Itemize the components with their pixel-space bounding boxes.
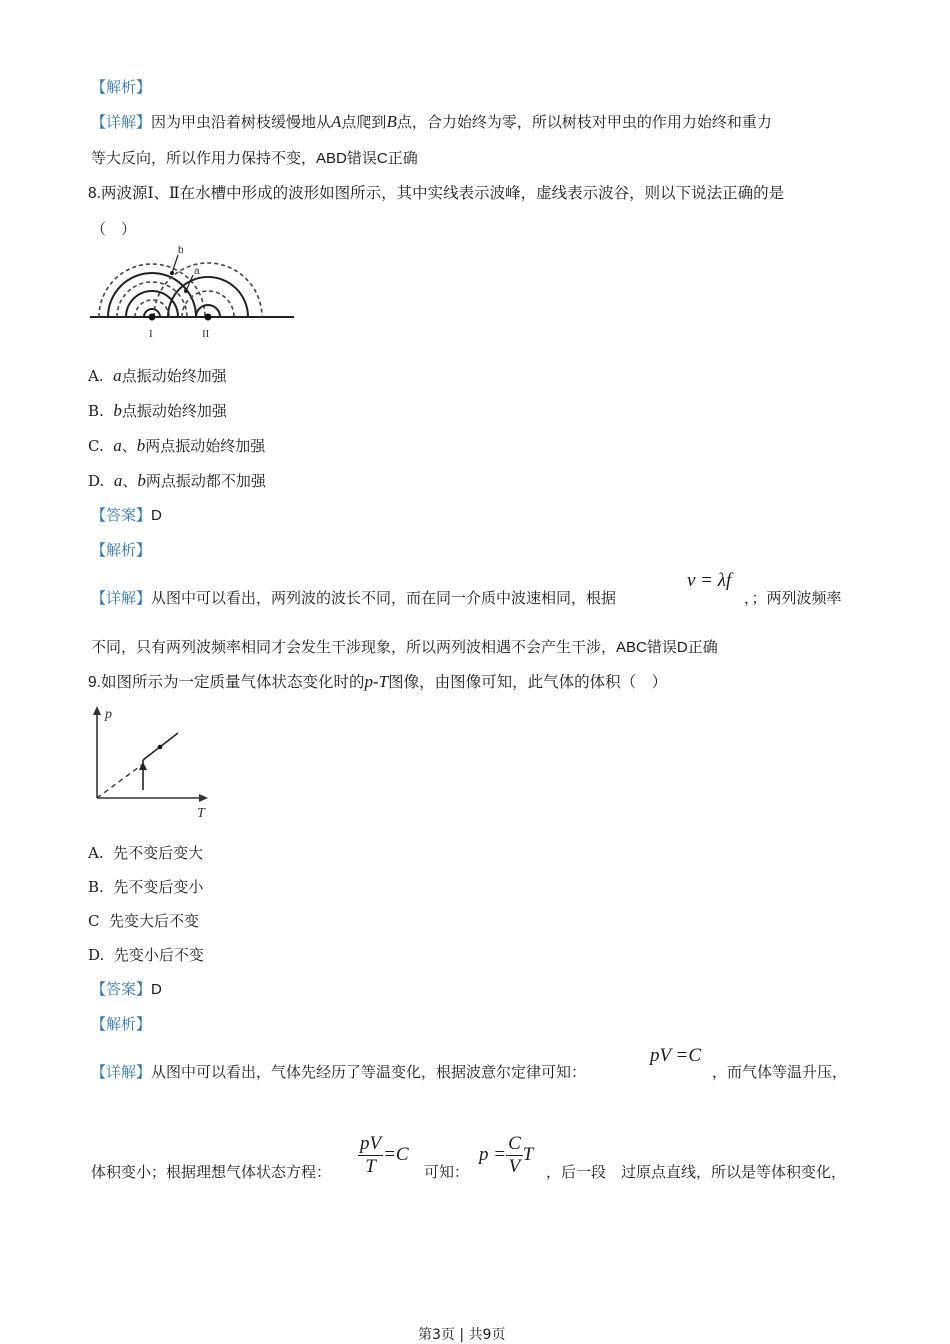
q8-detail-line2: 不同，只有两列波频率相同才会发生干涉现象，所以两列波相遇不会产生干涉，ABC错误D正确 [91,638,718,656]
axis-p-label: p [105,707,112,722]
q9-detail-line2-start: 体积变小；根据理想气体状态方程： [91,1163,332,1181]
q8-detail-line1: 【详解】从图中可以看出，两列波的波长不同，而在同一介质中波速相同，根据 [91,589,617,607]
q8-detail-line1-end: ，；两列波频率 [744,589,842,607]
q8-option-a: A. a点振动始终加强 [88,366,227,385]
answer-tag: 【答案】 [91,506,152,524]
q9-option-b: B. 先不变后变小 [88,878,204,896]
detail-tag: 【详解】 [91,1063,152,1081]
source-II-dot [205,314,212,321]
q9-detail-line2-end: ，后一段 过原点直线，所以是等体积变化， [546,1163,847,1181]
wave-interference-figure [88,238,298,343]
label-a: a [194,266,200,277]
label-I: I [149,328,153,340]
formula-ideal-gas: $\frac{pV}{T}$ =C [360,1133,409,1177]
q9-detail-line1: 【详解】从图中可以看出，气体先经历了等温变化，根据波意尔定律可知： [91,1063,587,1081]
q8-stem-line2: （ ） [91,220,137,238]
formula-p-CV-T: p = $\frac{C}{V}$ T [479,1133,534,1177]
q8-option-b: B. b点振动始终加强 [88,401,227,420]
q9-detail-line1-end: ，而气体等温升压， [712,1063,848,1081]
q7-detail-line2: 等大反向，所以作用力保持不变，ABD错误C正确 [91,149,418,167]
q9-option-c: C 先变大后不变 [88,912,200,930]
question-number: 9. [88,674,101,691]
q8-option-d: D. a、b两点振动都不加强 [88,471,266,490]
page-number: 3 [432,1327,441,1343]
source-I-dot [149,314,156,321]
q9-stem: 9.如图所示为一定质量气体状态变化时的p-T图像，由图像可知，此气体的体积（ ） [88,672,668,691]
label-II: II [202,328,210,340]
q9-option-d: D. 先变小后不变 [88,946,204,964]
q8-option-c: C. a、b两点振动始终加强 [88,436,266,455]
answer-tag: 【答案】 [91,980,152,998]
formula-pV-C: pV =C [650,1045,702,1066]
q8-stem-line1: 8.两波源Ⅰ、Ⅱ在水槽中形成的波形如图所示，其中实线表示波峰，虚线表示波谷，则以下说法正确的是 [88,184,785,202]
answer-value: D [151,981,162,998]
q9-answer [91,979,162,1000]
p-t-graph-figure [88,704,218,822]
question-number: 8. [88,185,101,202]
total-pages: 9 [482,1327,492,1343]
q8-answer [91,505,162,526]
page-footer: 第3页 | 共9页 [418,1327,506,1343]
jiexi-tag: 【解析】 [91,78,152,96]
axis-T-label: T [197,806,205,821]
jiexi-tag: 【解析】 [91,1015,152,1033]
label-b: b [178,245,184,256]
q9-option-a: A. 先不变后变大 [88,844,204,862]
detail-tag: 【详解】 [91,113,152,131]
jiexi-tag: 【解析】 [91,541,152,559]
answer-value: D [151,507,162,524]
q7-detail-line1: 【详解】因为甲虫沿着树枝缓慢地从A点爬到B点，合力始终为零，所以树枝对甲虫的作用力始终和重力 [91,112,772,131]
q9-detail-line2-mid: 可知： [424,1163,470,1181]
formula-v-lambda-f: v = λf [687,570,732,591]
detail-tag: 【详解】 [91,589,152,607]
